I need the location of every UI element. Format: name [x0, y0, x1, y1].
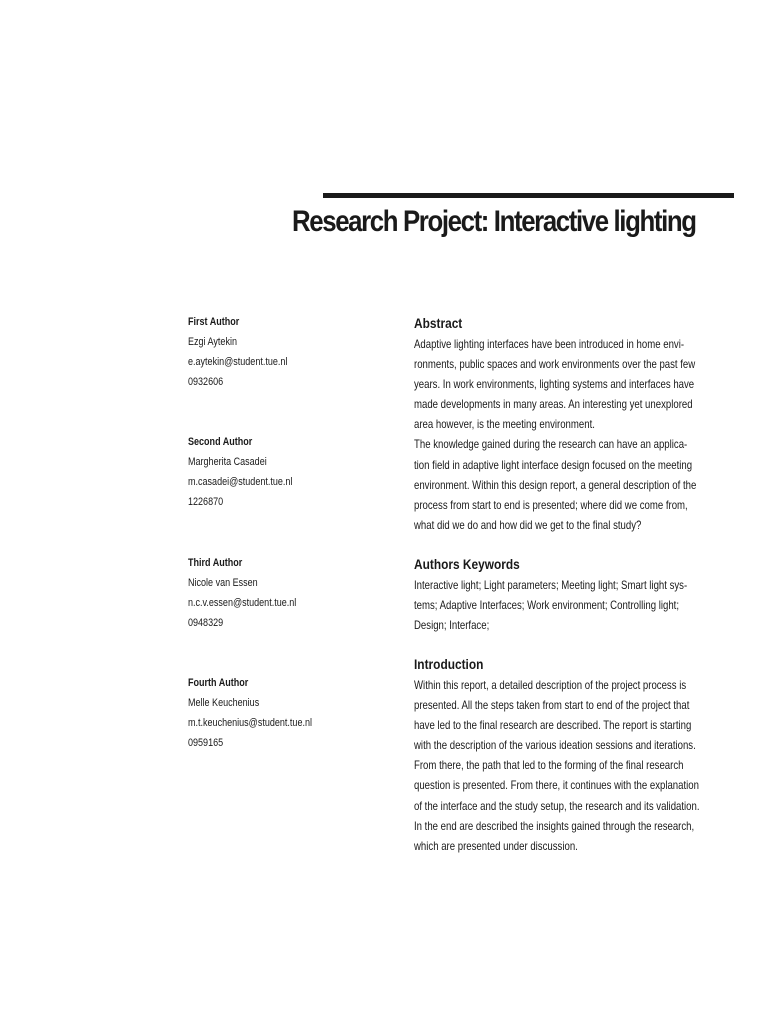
- introduction-line: have led to the final research are described. The report is starting: [414, 718, 692, 733]
- keywords-section: [414, 553, 714, 635]
- introduction-line: which are presented under discussion.: [414, 838, 578, 853]
- introduction-line: Within this report, a detailed description of the project process is: [414, 678, 687, 692]
- author-second: [188, 432, 388, 512]
- keywords-line: Interactive light; Light parameters; Meeting light; Smart light sys-: [414, 578, 688, 592]
- author-id: 0932606: [188, 376, 224, 388]
- author-name: Ezgi Aytekin: [188, 336, 237, 348]
- author-id: 0948329: [188, 617, 224, 629]
- introduction-line: question is presented. From there, it continues with the explanation: [414, 778, 699, 793]
- abstract-line: area however, is the meeting environment.: [414, 417, 595, 432]
- author-first: [188, 312, 388, 392]
- abstract-line: made developments in many areas. An interesting yet unexplored: [414, 397, 693, 412]
- author-label: First Author: [188, 316, 240, 328]
- introduction-section: [414, 653, 714, 856]
- title-rule: [323, 193, 734, 198]
- page-title: Research Project: Interactive lighting: [292, 205, 696, 238]
- author-id: 0959165: [188, 737, 224, 749]
- author-label: Third Author: [188, 557, 243, 569]
- author-fourth: [188, 673, 388, 753]
- author-label: Fourth Author: [188, 677, 249, 689]
- abstract-line: environment. Within this design report, a general description of the: [414, 477, 697, 492]
- abstract-line: tion field in adaptive light interface design focused on the meeting: [414, 457, 693, 472]
- abstract-section: [414, 312, 714, 535]
- introduction-heading: Introduction: [414, 656, 484, 672]
- abstract-line: Adaptive lighting interfaces have been introduced in home envi-: [414, 337, 685, 351]
- introduction-line: presented. All the steps taken from start to end of the project that: [414, 698, 690, 713]
- abstract-line: ronments, public spaces and work environments over the past few: [414, 357, 696, 372]
- author-email: m.t.keuchenius@student.tue.nl: [188, 717, 312, 729]
- introduction-line: of the interface and the study setup, the research and its validation.: [414, 798, 700, 813]
- author-name: Nicole van Essen: [188, 577, 258, 589]
- introduction-line: From there, the path that led to the forming of the final research: [414, 758, 684, 773]
- author-email: m.casadei@student.tue.nl: [188, 476, 293, 488]
- keywords-line: tems; Adaptive Interfaces; Work environment; Controlling light;: [414, 598, 680, 613]
- keywords-line: Design; Interface;: [414, 618, 490, 633]
- introduction-line: with the description of the various ideation sessions and iterations.: [414, 738, 696, 753]
- author-id: 1226870: [188, 496, 224, 508]
- keywords-heading: Authors Keywords: [414, 556, 520, 572]
- introduction-line: In the end are described the insights gained through the research,: [414, 818, 695, 833]
- author-label: Second Author: [188, 436, 253, 448]
- author-third: [188, 553, 388, 633]
- abstract-line: process from start to end is presented; where did we come from,: [414, 497, 688, 512]
- abstract-line: what did we do and how did we get to the final study?: [414, 517, 642, 532]
- author-email: n.c.v.essen@student.tue.nl: [188, 597, 297, 609]
- author-name: Margherita Casadei: [188, 456, 267, 468]
- author-email: e.aytekin@student.tue.nl: [188, 356, 288, 368]
- abstract-heading: Abstract: [414, 315, 463, 331]
- abstract-line: The knowledge gained during the research can have an applica-: [414, 437, 688, 452]
- author-name: Melle Keuchenius: [188, 697, 260, 709]
- abstract-line: years. In work environments, lighting systems and interfaces have: [414, 377, 695, 392]
